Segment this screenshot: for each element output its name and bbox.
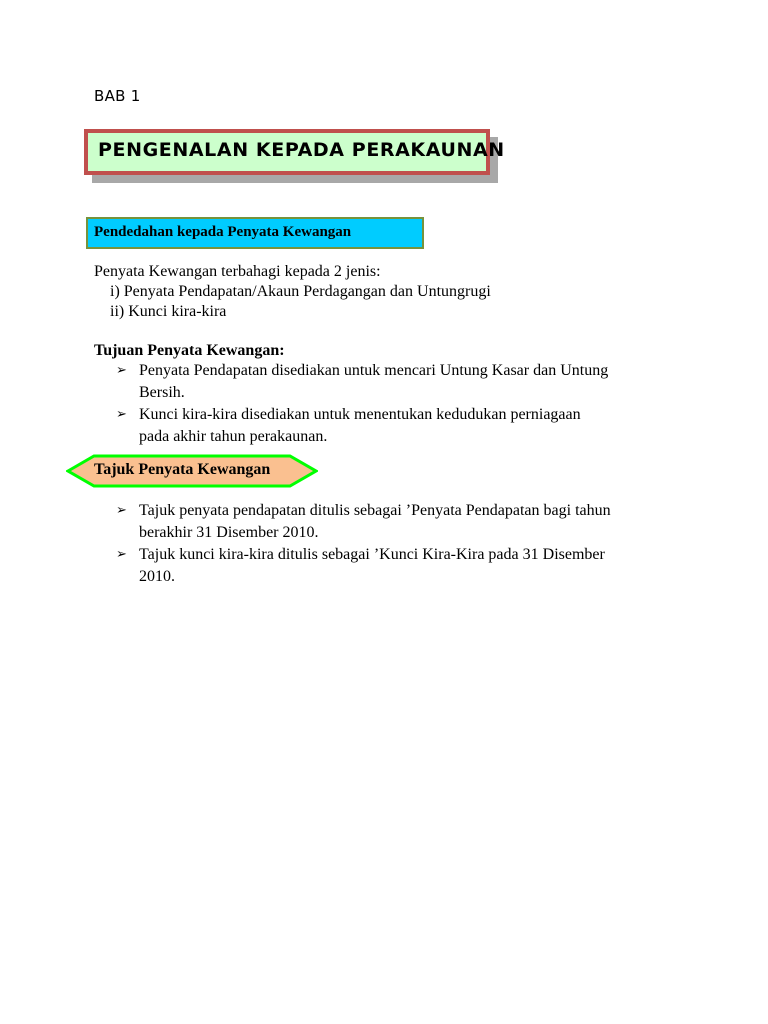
list-item-line: Tajuk kunci kira-kira ditulis sebagai ’Kunci Kira-Kira pada 31 Disember [139, 546, 605, 563]
title-list [116, 500, 611, 588]
list-item-line: Tajuk penyata pendapatan ditulis sebagai ’Penyata Pendapatan bagi tahun [139, 502, 611, 519]
list-item-line: Kunci kira-kira disediakan untuk menentukan kedudukan perniagaan [139, 406, 581, 423]
section-heading: Pendedahan kepada Penyata Kewangan [94, 224, 352, 240]
purpose-heading: Tujuan Penyata Kewangan: [94, 342, 285, 359]
list-item [116, 360, 608, 404]
list-item-line: Penyata Pendapatan disediakan untuk mencari Untung Kasar dan Untung [139, 362, 609, 379]
page-title: PENGENALAN KEPADA PERAKAUNAN [98, 139, 505, 161]
arrow-bullet-icon: ➢ [116, 547, 127, 562]
list-item-line: berakhir 31 Disember 2010. [139, 524, 319, 541]
intro-text: Penyata Kewangan terbahagi kepada 2 jenis: [94, 263, 381, 280]
arrow-bullet-icon: ➢ [116, 407, 127, 422]
title-box [84, 129, 505, 175]
list-item [116, 544, 611, 588]
chapter-label: BAB 1 [94, 87, 141, 105]
section-heading-box [86, 217, 424, 249]
list-item-line: pada akhir tahun perakaunan. [139, 428, 328, 445]
list-item-line: 2010. [139, 568, 175, 585]
statement-type-2: ii) Kunci kira-kira [110, 303, 227, 320]
list-item [116, 500, 611, 544]
list-item-line: Bersih. [139, 384, 185, 401]
list-item [116, 404, 608, 448]
section-heading: Tajuk Penyata Kewangan [94, 461, 271, 478]
statement-type-1: i) Penyata Pendapatan/Akaun Perdagangan dan Untungrugi [110, 283, 491, 300]
title-banner [84, 129, 505, 175]
arrow-bullet-icon: ➢ [116, 363, 127, 378]
arrow-bullet-icon: ➢ [116, 503, 127, 518]
purpose-list [116, 360, 608, 448]
section-heading-hexagon [66, 454, 318, 488]
